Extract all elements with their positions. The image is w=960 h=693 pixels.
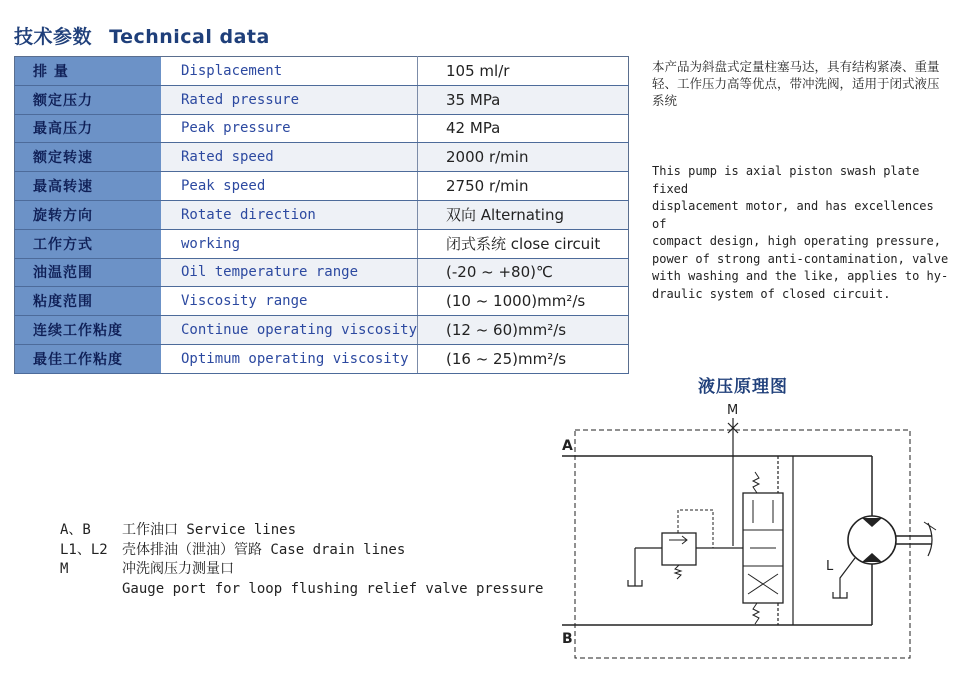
spec-row bbox=[15, 57, 629, 86]
spec-value: (-20 ~ +80)℃ bbox=[418, 258, 629, 287]
legend-item bbox=[60, 541, 543, 561]
spec-value: 42 MPa bbox=[418, 114, 629, 143]
legend-key: A、B bbox=[60, 522, 91, 538]
spec-row bbox=[15, 114, 629, 143]
port-legend bbox=[60, 521, 543, 599]
diagram-title: 液压原理图 bbox=[698, 377, 788, 397]
spec-row bbox=[15, 258, 629, 287]
legend-item bbox=[60, 521, 543, 541]
spec-value: 闭式系统 close circuit bbox=[418, 229, 629, 258]
spec-value: 35 MPa bbox=[418, 85, 629, 114]
spec-row bbox=[15, 344, 629, 373]
legend-text: 冲洗阀压力测量口 bbox=[122, 561, 234, 577]
spec-label-en: Rated pressure bbox=[161, 85, 418, 114]
spec-label-cn: 最佳工作粘度 bbox=[15, 344, 162, 373]
legend-continuation: Gauge port for loop flushing relief valve pressure bbox=[122, 580, 544, 597]
legend-text: 工作油口 Service lines bbox=[122, 522, 297, 538]
spec-row bbox=[15, 143, 629, 172]
spec-row bbox=[15, 172, 629, 201]
spec-label-en: Peak pressure bbox=[161, 114, 418, 143]
spec-label-en: Peak speed bbox=[161, 172, 418, 201]
spec-label-en: Optimum operating viscosity bbox=[161, 344, 418, 373]
spec-value: 2000 r/min bbox=[418, 143, 629, 172]
title-en: Technical data bbox=[109, 26, 270, 48]
page-title bbox=[14, 22, 270, 49]
spec-label-en: Rotate direction bbox=[161, 200, 418, 229]
spec-value: 105 ml/r bbox=[418, 57, 629, 86]
spec-table-body bbox=[15, 57, 629, 374]
legend-key: M bbox=[60, 561, 69, 577]
flushing-valve bbox=[743, 472, 783, 624]
spec-label-cn: 工作方式 bbox=[15, 229, 162, 258]
spec-value: 双向 Alternating bbox=[418, 200, 629, 229]
spec-label-cn: 排 量 bbox=[15, 57, 162, 86]
spec-label-cn: 额定转速 bbox=[15, 143, 162, 172]
spec-label-en: Continue operating viscosity bbox=[161, 316, 418, 345]
spec-row bbox=[15, 229, 629, 258]
legend-key: L1、L2 bbox=[60, 541, 108, 558]
spec-label-en: working bbox=[161, 229, 418, 258]
spec-row bbox=[15, 316, 629, 345]
spec-value: (16 ~ 25)mm²/s bbox=[418, 344, 629, 373]
spec-label-cn: 最高转速 bbox=[15, 172, 162, 201]
spec-label-cn: 粘度范围 bbox=[15, 287, 162, 316]
spec-label-cn: 油温范围 bbox=[15, 258, 162, 287]
spec-value: (10 ~ 1000)mm²/s bbox=[418, 287, 629, 316]
label-l: L bbox=[826, 559, 834, 574]
spec-label-en: Oil temperature range bbox=[161, 258, 418, 287]
label-m: M bbox=[727, 403, 739, 418]
spec-label-cn: 连续工作粘度 bbox=[15, 316, 162, 345]
relief-valve bbox=[662, 533, 696, 579]
legend-text: 壳体排油（泄油）管路 Case drain lines bbox=[122, 541, 406, 558]
spec-row bbox=[15, 287, 629, 316]
spec-label-cn: 旋转方向 bbox=[15, 200, 162, 229]
spec-label-en: Rated speed bbox=[161, 143, 418, 172]
title-cn: 技术参数 bbox=[14, 26, 93, 48]
spec-row bbox=[15, 200, 629, 229]
spec-label-cn: 最高压力 bbox=[15, 114, 162, 143]
label-b: B bbox=[562, 631, 573, 647]
label-a: A bbox=[562, 438, 573, 454]
spec-table bbox=[14, 56, 629, 374]
description-en: This pump is axial piston swash plate fixed displacement motor, and has excellences of compact design, high operating pressure, power of strong anti-contamination, valve with washing and the like, applies to hy- draulic system of closed circuit. bbox=[652, 164, 949, 301]
spec-label-cn: 额定压力 bbox=[15, 85, 162, 114]
legend-item bbox=[60, 560, 543, 580]
spec-value: (12 ~ 60)mm²/s bbox=[418, 316, 629, 345]
spec-value: 2750 r/min bbox=[418, 172, 629, 201]
spec-row bbox=[15, 85, 629, 114]
spec-label-en: Displacement bbox=[161, 57, 418, 86]
description-cn: 本产品为斜盘式定量柱塞马达，具有结构紧凑、重量轻、工作压力高等优点，带冲洗阀，适用于闭式液压系统 bbox=[652, 59, 940, 108]
hydraulic-schematic bbox=[550, 398, 950, 666]
spec-label-en: Viscosity range bbox=[161, 287, 418, 316]
